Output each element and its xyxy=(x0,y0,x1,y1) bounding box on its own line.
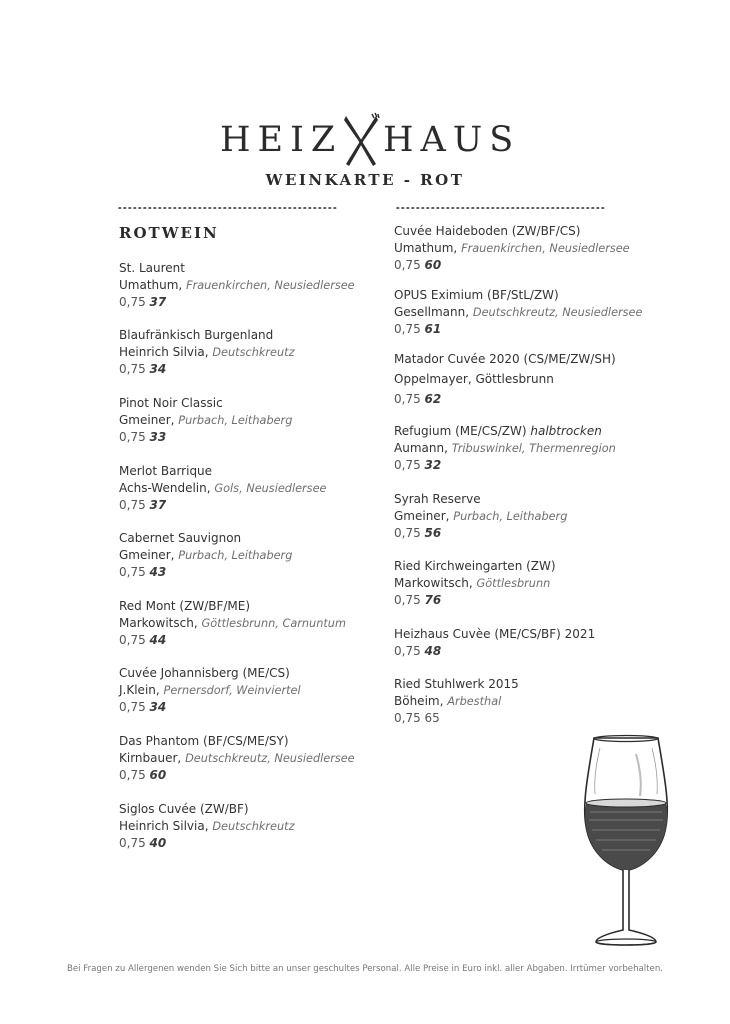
wine-name: Siglos Cuvée (ZW/BF) xyxy=(119,802,249,816)
wine-producer-line xyxy=(119,344,295,361)
wine-region: Purbach, Leithaberg xyxy=(453,510,568,523)
wine-price-line xyxy=(394,710,519,727)
wine-name: Ried Kirchweingarten (ZW) xyxy=(394,559,556,573)
wine-item xyxy=(394,287,642,338)
wine-volume: 0,75 xyxy=(394,258,421,272)
wine-price: 76 xyxy=(424,593,442,607)
wine-item xyxy=(119,463,326,514)
wine-price: 37 xyxy=(149,498,167,512)
wine-price-line xyxy=(119,564,292,581)
wine-volume: 0,75 xyxy=(394,458,421,472)
wine-producer: J.Klein, xyxy=(119,683,160,697)
wine-name: Red Mont (ZW/BF/ME) xyxy=(119,599,251,613)
wine-price-line xyxy=(394,457,616,474)
wine-volume: 0,75 xyxy=(394,392,421,406)
wine-price: 56 xyxy=(424,526,442,540)
wine-price: 32 xyxy=(424,458,442,472)
wine-item xyxy=(119,395,292,446)
wine-region: Deutschkreutz xyxy=(212,346,295,359)
wine-price-line xyxy=(119,835,295,852)
wine-name-line xyxy=(394,423,616,440)
wine-producer: Markowitsch, xyxy=(394,576,473,590)
wine-producer: Kirnbauer, xyxy=(119,751,182,765)
wine-price-line xyxy=(394,592,556,609)
wine-region: Deutschkreutz, Neusiedlersee xyxy=(472,306,643,319)
wine-volume: 0,75 xyxy=(394,711,421,725)
wine-name: Pinot Noir Classic xyxy=(119,396,223,410)
wine-name: OPUS Eximium (BF/StL/ZW) xyxy=(394,288,559,302)
wine-producer-line xyxy=(394,508,567,525)
fork-knife-cross-icon xyxy=(340,112,382,168)
wine-producer: Böheim, xyxy=(394,694,444,708)
wine-price: 33 xyxy=(149,430,167,444)
wine-glass-icon xyxy=(576,734,676,954)
wine-volume: 0,75 xyxy=(119,565,146,579)
wine-price: 40 xyxy=(149,836,167,850)
logo-text-right: HAUS xyxy=(383,120,521,160)
wine-volume: 0,75 xyxy=(119,700,146,714)
wine-producer: Markowitsch, xyxy=(119,616,198,630)
wine-producer: Gmeiner, xyxy=(119,548,175,562)
wine-region: Göttlesbrunn xyxy=(476,577,551,590)
wine-name: St. Laurent xyxy=(119,261,185,275)
wine-volume: 0,75 xyxy=(119,295,146,309)
wine-item xyxy=(119,530,292,581)
wine-name: Cabernet Sauvignon xyxy=(119,531,242,545)
wine-producer: Gmeiner, xyxy=(119,413,175,427)
wine-volume: 0,75 xyxy=(394,322,421,336)
wine-producer-line xyxy=(119,818,295,835)
wine-item xyxy=(394,626,595,660)
wine-price: 60 xyxy=(424,258,442,272)
wine-price-line xyxy=(119,699,301,716)
wine-producer-line xyxy=(119,480,326,497)
wine-region: Purbach, Leithaberg xyxy=(178,549,293,562)
wine-item xyxy=(394,223,630,274)
wine-producer-line xyxy=(394,440,616,457)
wine-producer: Heinrich Silvia, xyxy=(119,345,209,359)
wine-region: Tribuswinkel, Thermenregion xyxy=(451,442,616,455)
wine-price: 61 xyxy=(424,322,442,336)
wine-price: 44 xyxy=(149,633,167,647)
wine-price: 65 xyxy=(424,711,440,725)
wine-region: Purbach, Leithaberg xyxy=(178,414,293,427)
wine-producer-line xyxy=(119,547,292,564)
footer-note: Bei Fragen zu Allergenen wenden Sie Sich bitte an unser geschultes Personal. Alle Preise in Euro inkl. aller Abgaben. Irrtümer vorbehalten. xyxy=(66,964,664,974)
wine-name: Refugium (ME/CS/ZW) xyxy=(394,424,527,438)
wine-producer-line xyxy=(119,615,346,632)
wine-name: Das Phantom (BF/CS/ME/SY) xyxy=(119,734,289,748)
wine-volume: 0,75 xyxy=(119,633,146,647)
wine-item xyxy=(394,676,519,727)
wine-price: 62 xyxy=(424,392,442,406)
wine-region: Gols, Neusiedlersee xyxy=(214,482,327,495)
wine-producer-line xyxy=(394,575,556,592)
wine-volume: 0,75 xyxy=(119,768,146,782)
wine-price-line xyxy=(119,767,355,784)
wine-producer-line xyxy=(119,682,301,699)
wine-item xyxy=(119,733,355,784)
wine-price: 37 xyxy=(149,295,167,309)
wine-producer: Gmeiner, xyxy=(394,509,450,523)
dotted-divider-left xyxy=(118,205,338,211)
wine-price-line xyxy=(394,643,595,660)
wine-producer: Oppelmayer, Göttlesbrunn xyxy=(394,372,554,386)
dotted-divider-right xyxy=(396,205,606,211)
wine-volume: 0,75 xyxy=(394,644,421,658)
wine-name: Syrah Reserve xyxy=(394,492,481,506)
wine-producer-line xyxy=(394,304,642,321)
wine-item xyxy=(119,327,295,378)
wine-name: Matador Cuvée 2020 (CS/ME/ZW/SH) xyxy=(394,352,616,366)
wine-producer: Aumann, xyxy=(394,441,448,455)
wine-name: Ried Stuhlwerk 2015 xyxy=(394,677,519,691)
wine-note: halbtrocken xyxy=(530,424,602,438)
wine-price-line xyxy=(119,294,355,311)
wine-item xyxy=(119,801,295,852)
wine-price: 48 xyxy=(424,644,442,658)
wine-price-line xyxy=(394,321,642,338)
wine-name: Blaufränkisch Burgenland xyxy=(119,328,274,342)
wine-item xyxy=(394,423,616,474)
wine-producer-line xyxy=(394,240,630,257)
section-heading: ROTWEIN xyxy=(119,224,219,242)
menu-subtitle: WEINKARTE - ROT xyxy=(265,171,465,189)
wine-item xyxy=(394,558,556,609)
wine-name: Cuvée Johannisberg (ME/CS) xyxy=(119,666,290,680)
wine-volume: 0,75 xyxy=(119,836,146,850)
wine-item xyxy=(119,665,301,716)
wine-name: Cuvée Haideboden (ZW/BF/CS) xyxy=(394,224,581,238)
wine-producer: Achs-Wendelin, xyxy=(119,481,211,495)
wine-region: Deutschkreutz xyxy=(212,820,295,833)
logo xyxy=(0,112,730,172)
wine-region: Frauenkirchen, Neusiedlersee xyxy=(461,242,630,255)
wine-volume: 0,75 xyxy=(394,593,421,607)
wine-producer-line xyxy=(394,693,519,710)
logo-text-left: HEIZ xyxy=(220,120,343,160)
wine-producer-line xyxy=(119,412,292,429)
wine-price: 34 xyxy=(149,362,167,376)
wine-region: Arbesthal xyxy=(447,695,502,708)
wine-price-line xyxy=(394,391,616,408)
wine-price-line xyxy=(394,257,630,274)
wine-volume: 0,75 xyxy=(394,526,421,540)
wine-item xyxy=(119,260,355,311)
wine-price-line xyxy=(394,525,567,542)
wine-price: 60 xyxy=(149,768,167,782)
wine-price: 43 xyxy=(149,565,167,579)
wine-volume: 0,75 xyxy=(119,362,146,376)
wine-producer: Gesellmann, xyxy=(394,305,470,319)
wine-price-line xyxy=(119,361,295,378)
wine-region: Göttlesbrunn, Carnuntum xyxy=(201,617,346,630)
wine-price: 34 xyxy=(149,700,167,714)
wine-producer: Umathum, xyxy=(119,278,183,292)
wine-producer-line xyxy=(119,750,355,767)
wine-price-line xyxy=(119,429,292,446)
wine-name: Merlot Barrique xyxy=(119,464,213,478)
wine-region: Deutschkreutz, Neusiedlersee xyxy=(185,752,355,765)
wine-item xyxy=(394,491,567,542)
wine-item xyxy=(119,598,346,649)
wine-price-line xyxy=(119,497,326,514)
wine-region: Frauenkirchen, Neusiedlersee xyxy=(186,279,355,292)
wine-producer: Heinrich Silvia, xyxy=(119,819,209,833)
wine-name: Heizhaus Cuvèe (ME/CS/BF) 2021 xyxy=(394,627,596,641)
wine-volume: 0,75 xyxy=(119,430,146,444)
wine-producer-line xyxy=(119,277,355,294)
wine-price-line xyxy=(119,632,346,649)
wine-producer: Umathum, xyxy=(394,241,458,255)
wine-region: Pernersdorf, Weinviertel xyxy=(163,684,301,697)
wine-volume: 0,75 xyxy=(119,498,146,512)
wine-item xyxy=(394,351,616,408)
